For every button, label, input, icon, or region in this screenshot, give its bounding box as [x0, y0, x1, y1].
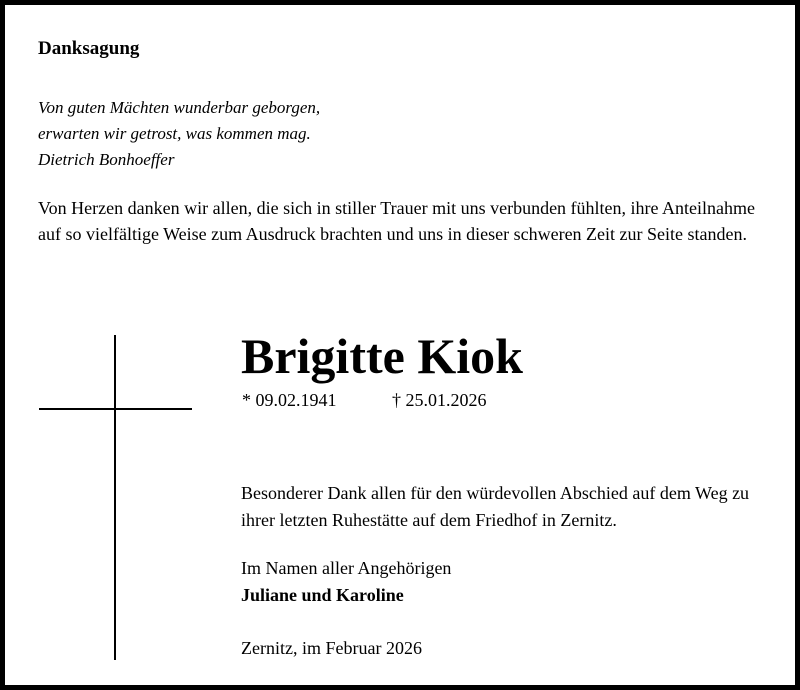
place-date: Zernitz, im Februar 2026 — [241, 638, 422, 658]
death-date: † 25.01.2026 — [392, 390, 487, 410]
deceased-name: Brigitte Kiok — [241, 328, 523, 384]
thanks-paragraph: Von Herzen danken wir allen, die sich in stiller Trauer mit uns verbunden fühlten, ihre Anteilnahme auf so vielfältige Weise zum Ausdruck brachten und uns in dieser schweren Zeit zur Seite standen. — [38, 198, 756, 244]
quote-line: Von guten Mächten wunderbar geborgen, — [38, 98, 321, 117]
quote-author: Dietrich Bonhoeffer — [38, 150, 175, 169]
birth-date: * 09.02.1941 — [242, 390, 337, 410]
heading: Danksagung — [38, 38, 140, 59]
cross-icon — [114, 335, 116, 660]
life-dates — [242, 390, 487, 411]
signature-names: Juliane und Karoline — [241, 585, 404, 605]
signature-intro: Im Namen aller Angehörigen — [241, 558, 452, 578]
farewell-paragraph: Besonderer Dank allen für den würdevollen Abschied auf dem Weg zu ihrer letzten Ruhestätte auf dem Friedhof in Zernitz. — [241, 483, 750, 530]
quote — [38, 95, 320, 173]
quote-line: erwarten wir getrost, was kommen mag. — [38, 124, 311, 143]
cross-icon-bar — [39, 408, 192, 410]
